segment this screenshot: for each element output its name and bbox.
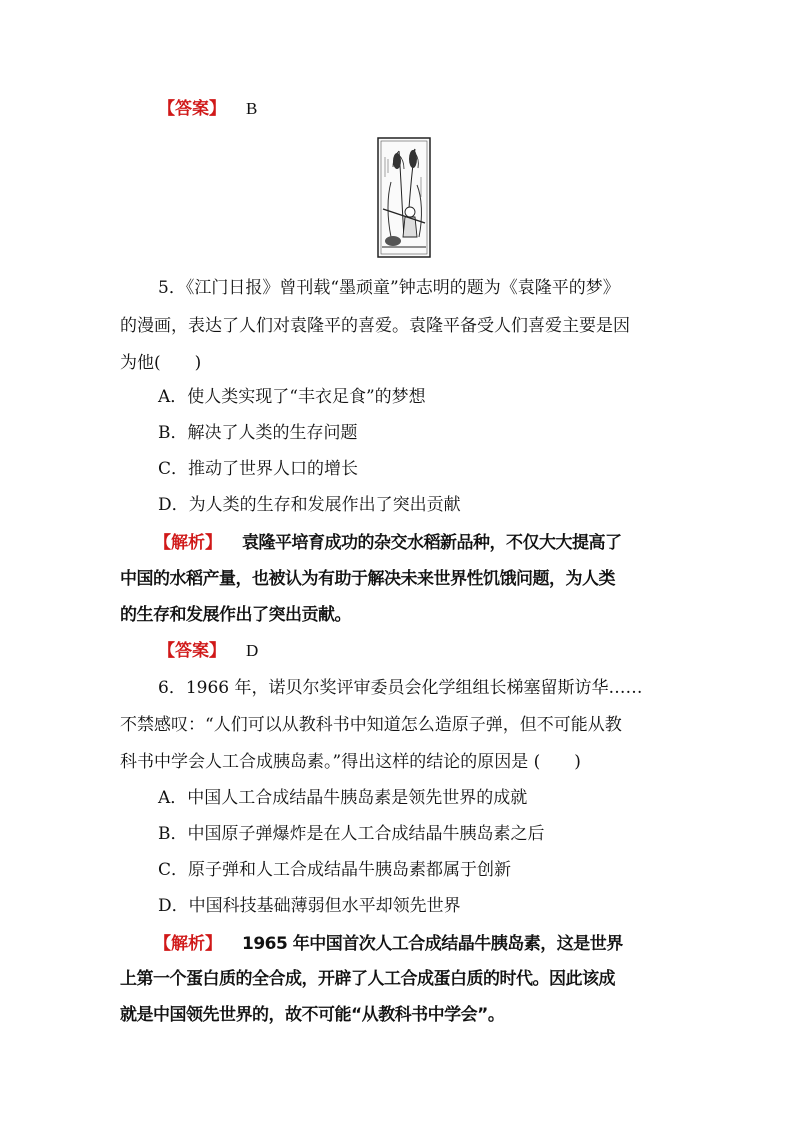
- answer-label: 【答案】: [158, 99, 226, 119]
- q5-analysis-line-1: 【解析】 袁隆平培育成功的杂交水稻新品种，不仅大大提高了: [154, 533, 622, 553]
- q6-option-b: B．中国原子弹爆炸是在人工合成结晶牛胰岛素之后: [158, 824, 545, 844]
- q6-option-d: D．中国科技基础薄弱但水平却领先世界: [158, 896, 461, 916]
- q5-option-a: A．使人类实现了“丰衣足食”的梦想: [158, 387, 426, 407]
- analysis-label: 【解析】: [154, 533, 222, 553]
- previous-answer: [158, 97, 718, 121]
- answer-label: 【答案】: [158, 641, 226, 661]
- q5-option-d: D．为人类的生存和发展作出了突出贡献: [158, 495, 461, 515]
- answer-value: D: [246, 641, 259, 660]
- q5-stem-line-2: 的漫画，表达了人们对袁隆平的喜爱。袁隆平备受人们喜爱主要是因: [120, 316, 630, 336]
- analysis-label: 【解析】: [154, 934, 222, 954]
- q5-option-c: C．推动了世界人口的增长: [158, 459, 359, 479]
- q5-answer: [158, 639, 718, 663]
- q6-stem-line-3: 科书中学会人工合成胰岛素。”得出这样的结论的原因是 ( ): [120, 752, 581, 772]
- q6-analysis-line-2: 上第一个蛋白质的全合成，开辟了人工合成蛋白质的时代。因此该成: [120, 969, 615, 989]
- q6-analysis-line-3: 就是中国领先世界的，故不可能“从教科书中学会”。: [120, 1005, 505, 1025]
- q5-stem-line-3: 为他( ): [120, 353, 202, 373]
- q5-option-b: B．解决了人类的生存问题: [158, 423, 358, 443]
- q6-option-a: A．中国人工合成结晶牛胰岛素是领先世界的成就: [158, 788, 528, 808]
- rice-cartoon-icon: [377, 137, 431, 258]
- q6-stem-line-1: 6．1966 年，诺贝尔奖评审委员会化学组组长梯塞留斯访华……: [158, 678, 643, 698]
- q6-option-c: C．原子弹和人工合成结晶牛胰岛素都属于创新: [158, 860, 512, 880]
- q5-stem-line-1: 5．《江门日报》曾刊载“墨顽童”钟志明的题为《袁隆平的梦》: [158, 278, 620, 298]
- q5-analysis-line-2: 中国的水稻产量，也被认为有助于解决未来世界性饥饿问题，为人类: [120, 569, 615, 589]
- q5-analysis-line-3: 的生存和发展作出了突出贡献。: [120, 605, 351, 625]
- answer-value: B: [246, 99, 258, 118]
- q6-analysis-line-1: 【解析】 1965 年中国首次人工合成结晶牛胰岛素，这是世界: [154, 934, 623, 954]
- q6-stem-line-2: 不禁感叹：“人们可以从教科书中知道怎么造原子弹，但不可能从教: [120, 715, 622, 735]
